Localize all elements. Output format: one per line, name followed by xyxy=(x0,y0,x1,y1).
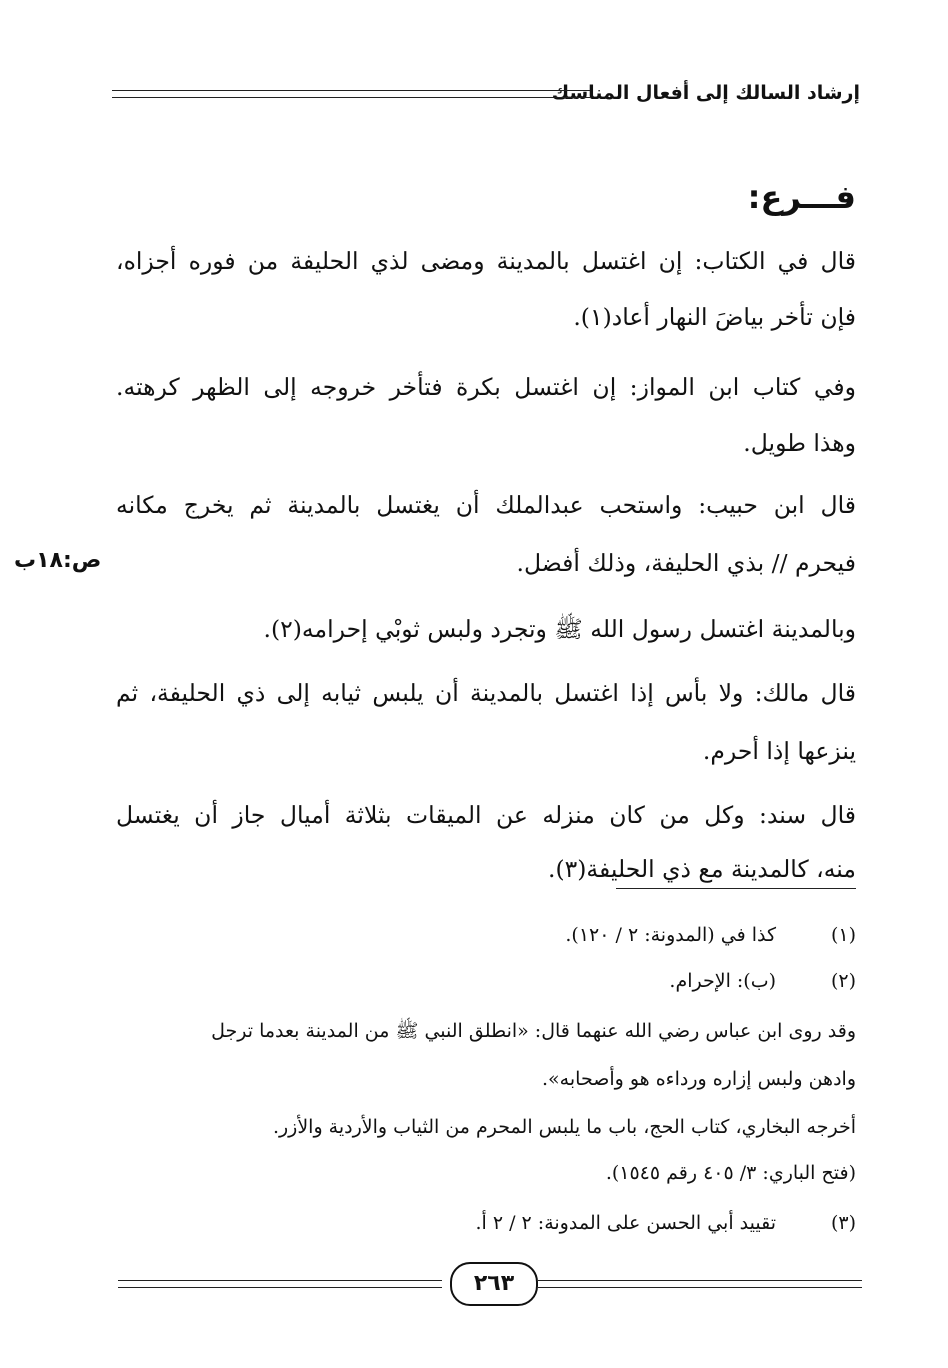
footer-rule-left xyxy=(118,1280,442,1288)
paragraph-1-line-2: فإن تأخر بياضَ النهار أعاد(١). xyxy=(573,303,856,331)
header-rule xyxy=(112,90,590,98)
footnote-3-number: (٣) xyxy=(830,1212,856,1234)
footer-rule-right xyxy=(538,1280,862,1288)
footnote-2-line-4: أخرجه البخاري، كتاب الحج، باب ما يلبس المحرم من الثياب والأردية والأزر. xyxy=(272,1116,856,1138)
paragraph-3-line-1: قال ابن حبيب: واستحب عبدالملك أن يغتسل بالمدينة ثم يخرج مكانه xyxy=(116,491,856,519)
paragraph-6-line-2: منه، كالمدينة مع ذي الحليفة(٣). xyxy=(547,855,856,883)
footnote-1-text: كذا في (المدونة: ٢ / ١٢٠). xyxy=(565,924,776,946)
footnote-2-text: (ب): الإحرام. xyxy=(669,970,776,992)
footnote-2-line-3: وادهن ولبس إزاره ورداءه هو وأصحابه». xyxy=(542,1068,856,1090)
running-header xyxy=(112,78,860,108)
footnote-2-number: (٢) xyxy=(830,970,856,992)
section-title: فـــرع: xyxy=(747,178,856,216)
margin-note: ص:١٨ب xyxy=(14,548,102,573)
paragraph-1-line-1: قال في الكتاب: إن اغتسل بالمدينة ومضى لذي الحليفة من فوره أجزاه، xyxy=(116,247,856,275)
footnote-divider xyxy=(616,888,856,889)
paragraph-4-line-1: وبالمدينة اغتسل رسول الله ﷺ وتجرد ولبس ثوبْي إحرامه(٢). xyxy=(263,615,856,643)
paragraph-2-line-2: وهذا طويل. xyxy=(743,429,856,457)
footnote-2-line-2: وقد روى ابن عباس رضي الله عنهما قال: «انطلق النبي ﷺ من المدينة بعدما ترجل xyxy=(211,1020,856,1042)
paragraph-6-line-1: قال سند: وكل من كان منزله عن الميقات بثلاثة أميال جاز أن يغتسل xyxy=(116,801,856,829)
paragraph-5-line-2: ينزعها إذا أحرم. xyxy=(702,737,856,765)
page-footer xyxy=(118,1262,862,1306)
footnote-1-number: (١) xyxy=(830,924,856,946)
paragraph-3-line-2: فيحرم // بذي الحليفة، وذلك أفضل. xyxy=(516,549,856,577)
page-number: ٢٦٣ xyxy=(450,1262,538,1306)
footnote-3-text: تقييد أبي الحسن على المدونة: ٢ / ٢ أ. xyxy=(475,1212,776,1234)
paragraph-5-line-1: قال مالك: ولا بأس إذا اغتسل بالمدينة أن يلبس ثيابه إلى ذي الحليفة، ثم xyxy=(116,679,856,707)
footnote-2-line-5: (فتح الباري: ٣/ ٤٠٥ رقم ١٥٤٥). xyxy=(605,1162,856,1184)
header-title: إرشاد السالك إلى أفعال المناسك xyxy=(551,82,860,104)
paragraph-2-line-1: وفي كتاب ابن المواز: إن اغتسل بكرة فتأخر خروجه إلى الظهر كرهته. xyxy=(116,373,856,401)
